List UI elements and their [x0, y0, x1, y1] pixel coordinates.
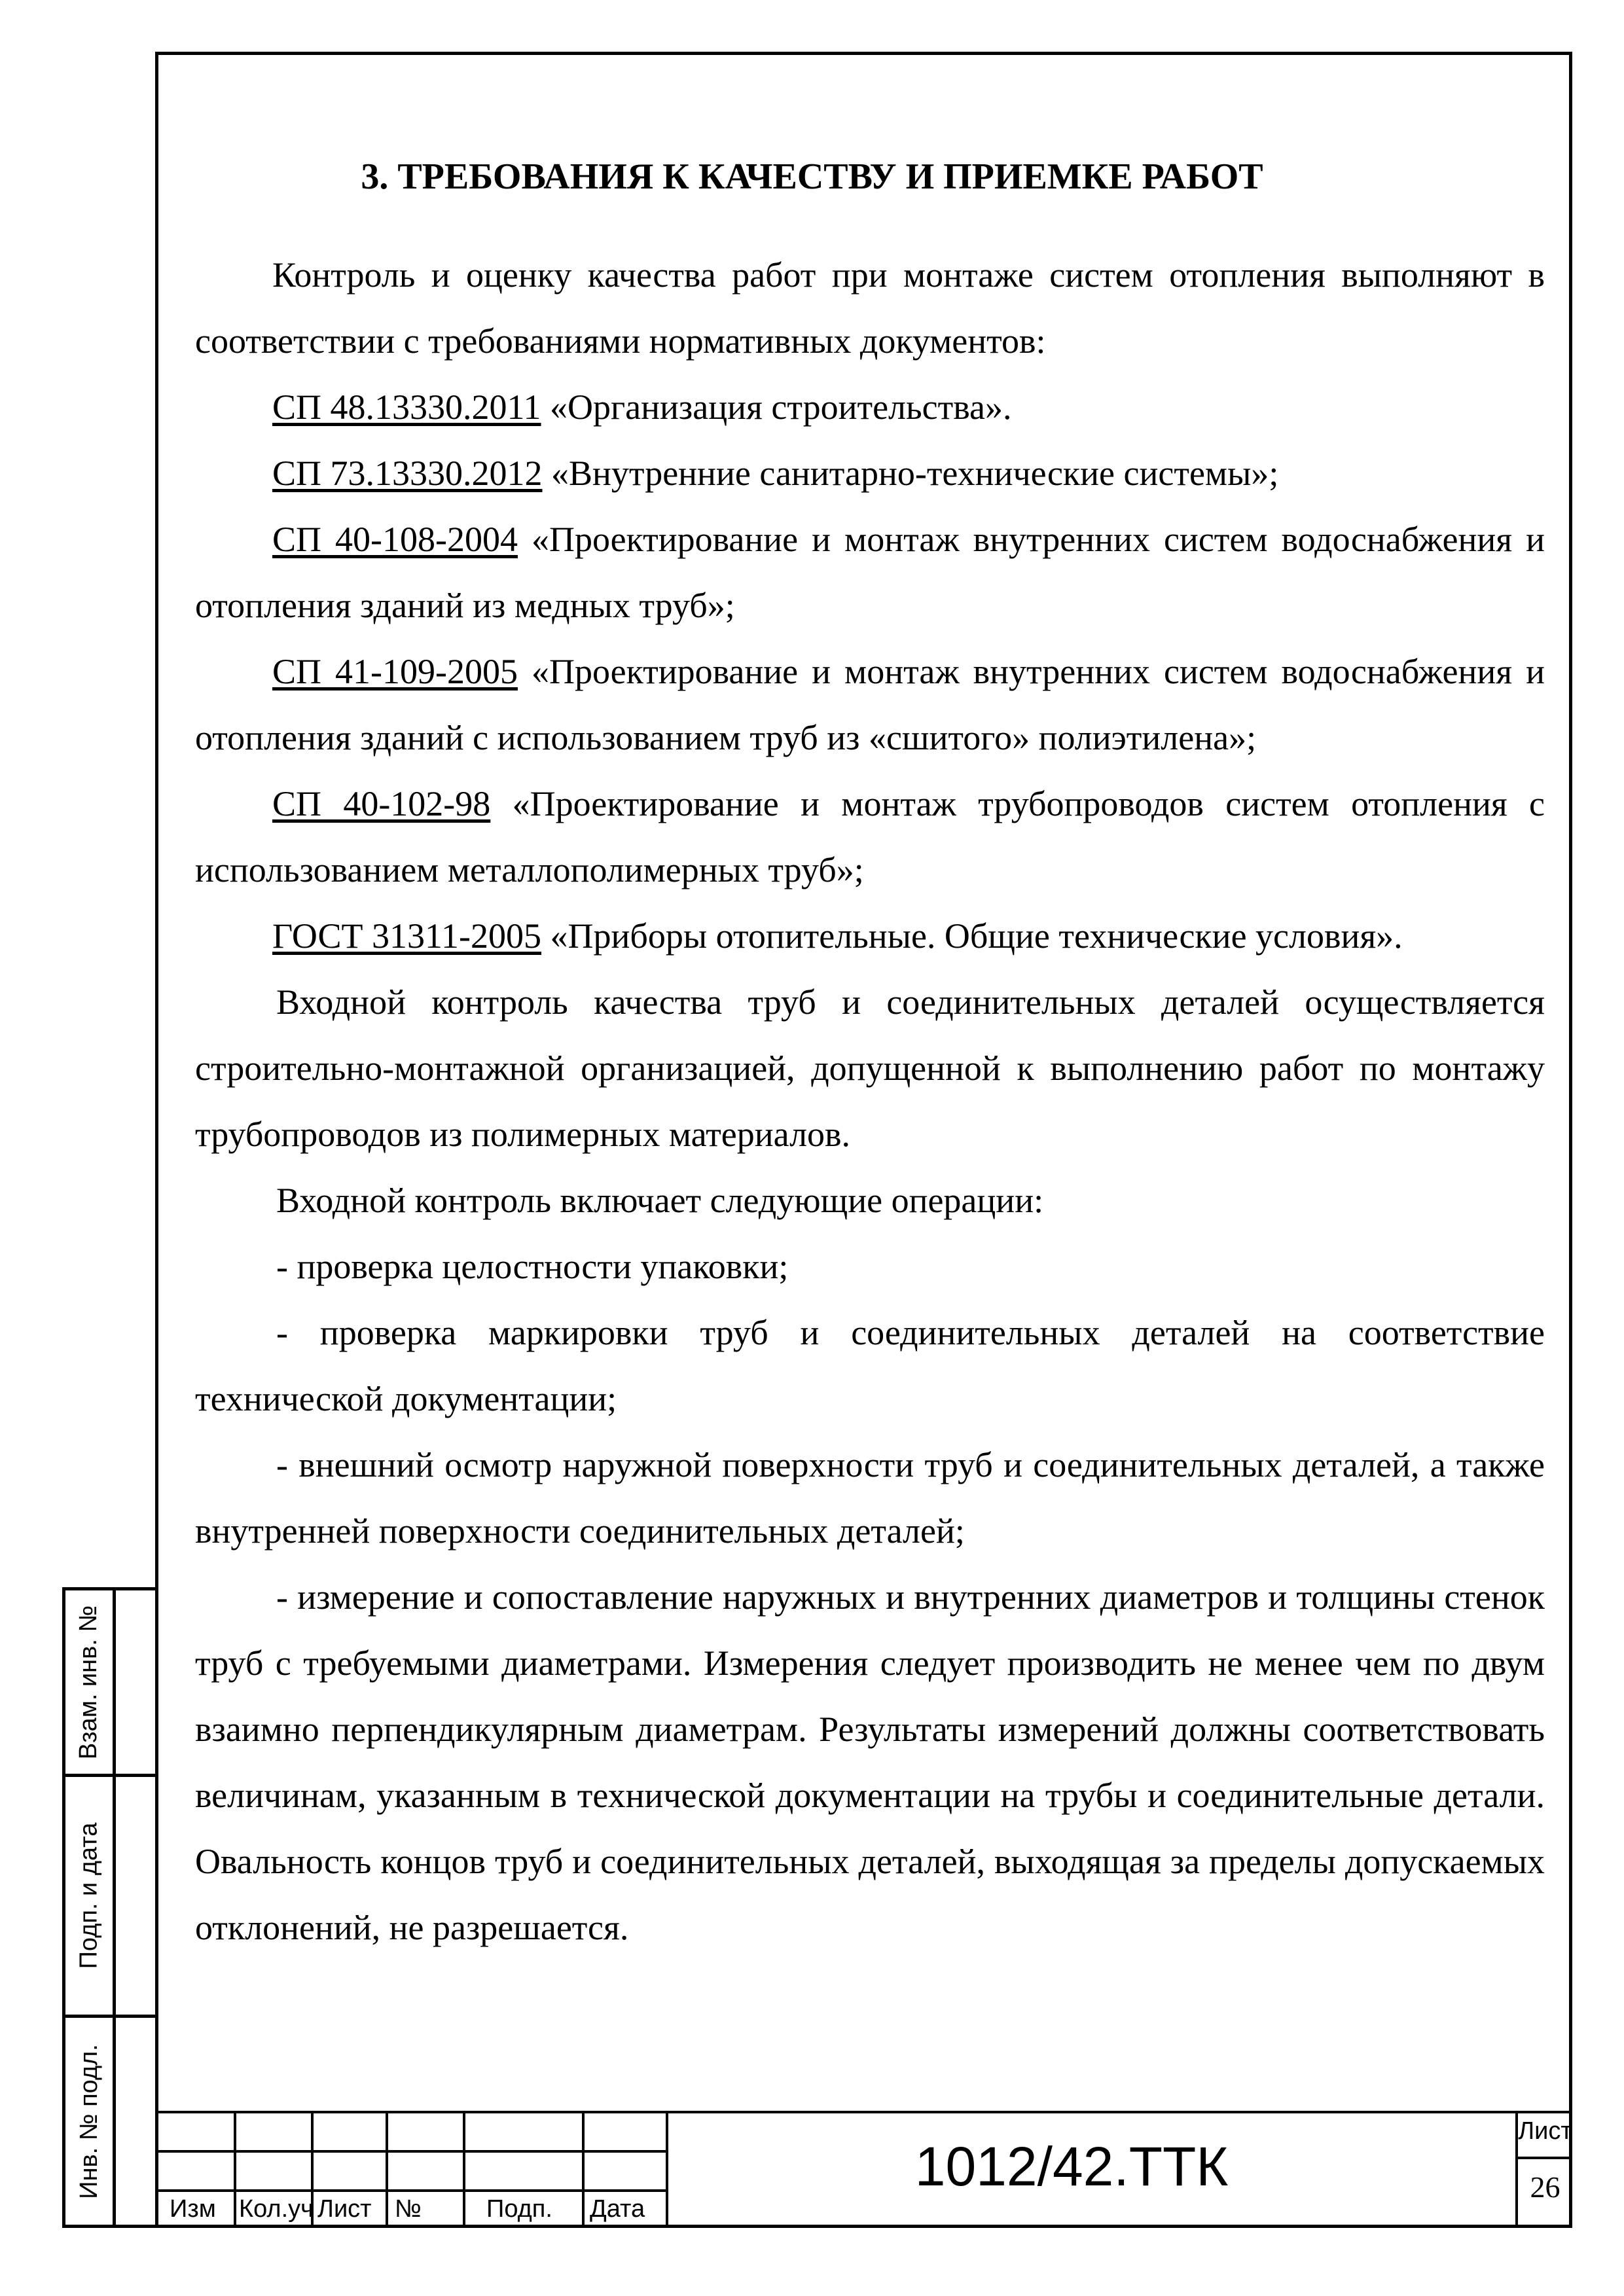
- inv-podl-label: Инв. № подл.: [75, 2043, 103, 2199]
- reference-item: [195, 374, 1545, 440]
- reference-code-link[interactable]: СП 73.13330.2012: [272, 454, 543, 493]
- reference-item: [195, 639, 1545, 771]
- reference-title: «Приборы отопительные. Общие технические условия».: [541, 916, 1403, 956]
- reference-code-link[interactable]: СП 40-102-98: [272, 784, 491, 823]
- reference-title: «Организация строительства».: [541, 387, 1012, 427]
- reference-item: [195, 440, 1545, 507]
- reference-item: [195, 507, 1545, 639]
- reference-item: [195, 771, 1545, 903]
- stamp-col-list: Лист: [317, 2195, 372, 2223]
- section-heading: 3. ТРЕБОВАНИЯ К КАЧЕСТВУ И ПРИЕМКЕ РАБОТ: [361, 156, 1263, 197]
- list-item: - внешний осмотр наружной поверхности труб и соединительных деталей, а также внутренней поверхности соединительных деталей;: [195, 1445, 1545, 1551]
- list-item: - проверка маркировки труб и соединительных деталей на соответствие технической документации;: [195, 1313, 1545, 1418]
- reference-code-link[interactable]: СП 40-108-2004: [272, 520, 518, 559]
- margin-strip: [62, 1587, 155, 2228]
- sheet-number: 26: [1530, 2170, 1561, 2204]
- reference-code-link[interactable]: ГОСТ 31311-2005: [272, 916, 542, 956]
- reference-code-link[interactable]: СП 41-109-2005: [272, 652, 518, 691]
- stamp-col-kol-uch: Кол.уч: [239, 2195, 314, 2223]
- reference-title: «Проектирование и монтаж внутренних систем водоснабжения и отопления зданий из медных труб»;: [195, 520, 1545, 625]
- reference-code-link[interactable]: СП 48.13330.2011: [272, 387, 541, 427]
- reference-title: «Внутренние санитарно-технические системы»;: [542, 454, 1279, 493]
- stamp-col-data: Дата: [590, 2195, 645, 2223]
- document-code: 1012/42.ТТК: [914, 2136, 1229, 2197]
- stamp-col-number: №: [395, 2195, 422, 2223]
- title-block: [155, 2111, 1572, 2228]
- vzam-inv-label: Взам. инв. №: [75, 1605, 103, 1759]
- reference-title: «Проектирование и монтаж трубопроводов систем отопления с использованием металлополимерных труб»;: [195, 784, 1545, 889]
- body-paragraph: Входной контроль качества труб и соединительных деталей осуществляется строительно-монтажной организацией, допущенной к выполнению работ по монтажу трубопроводов из полимерных материалов.: [195, 982, 1545, 1154]
- reference-item: [195, 903, 1545, 969]
- intro-paragraph: Контроль и оценку качества работ при монтаже систем отопления выполняют в соответствии с требованиями нормативных документов:: [195, 255, 1545, 361]
- document-body: [195, 242, 1545, 1961]
- stamp-col-izm: Изм: [170, 2195, 216, 2223]
- podp-data-label: Подп. и дата: [75, 1822, 103, 1969]
- body-paragraph: Входной контроль включает следующие операции:: [276, 1181, 1044, 1220]
- reference-title: «Проектирование и монтаж внутренних систем водоснабжения и отопления зданий с использованием труб из «сшитого» полиэтилена»;: [195, 652, 1545, 757]
- sheet-label: Лист: [1518, 2117, 1572, 2145]
- stamp-col-podp: Подп.: [486, 2195, 552, 2223]
- list-item: - измерение и сопоставление наружных и внутренних диаметров и толщины стенок труб с требуемыми диаметрами. Измерения следует производить не менее чем по двум взаимно перпендикулярным диаметрам. Результаты измерений должны соответствовать величинам, указанным в технической документации на трубы и соединительные детали. Овальность концов труб и соединительных деталей, выходящая за пределы допускаемых отклонений, не разрешается.: [195, 1577, 1545, 1947]
- list-item: - проверка целостности упаковки;: [276, 1247, 789, 1286]
